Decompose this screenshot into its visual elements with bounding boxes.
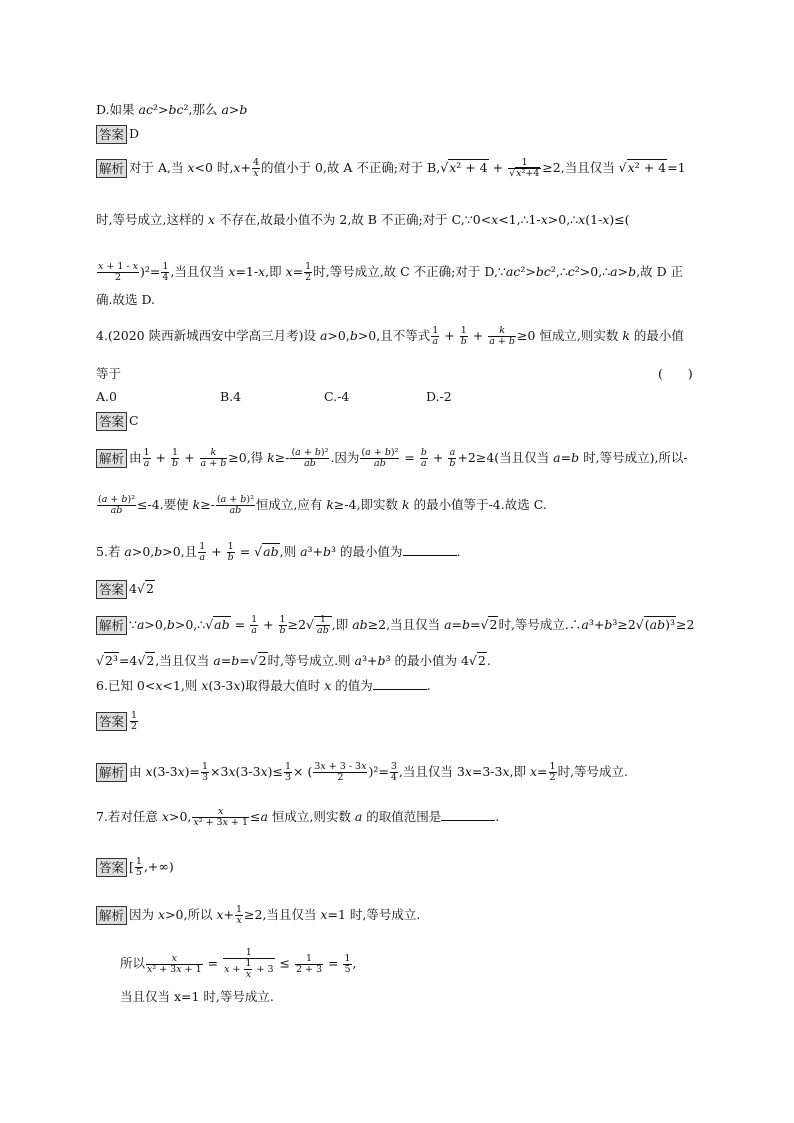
answer-paren: ( ) bbox=[658, 366, 693, 381]
solution-3-line-4: 确.故选 D. bbox=[96, 292, 155, 307]
solution-4-line-2: $\frac{\text{(a + b)²}}{ab}$ ≤-4.要使 k≥- $\frac{\text{(a + b)²}}{ab}$ 恒成立,应有 k≥-4,即实数 k 的最小值等于-4.故选 C. bbox=[98, 494, 547, 516]
answer-4: 答案 C bbox=[96, 411, 139, 431]
answer-tag: 答案 bbox=[96, 712, 127, 731]
option-a: A.0 bbox=[96, 389, 117, 404]
option-b: B.4 bbox=[220, 389, 242, 404]
solution-tag: 解析 bbox=[96, 763, 127, 782]
question-4-line-2: 等于 bbox=[96, 366, 122, 381]
question-7: 7.若对任意 x>0, $\frac{x}{\text{x² + 3x + 1}}$ ≤a 恒成立,则实数 a 的取值范围是 . bbox=[96, 806, 500, 828]
option-c: C.-4 bbox=[324, 389, 350, 404]
solution-5-line-1: 解析 ∵a>0,b>0,∴√ab = $\frac{1}{a}$ + $\frac{1}{b}$ ≥2√ $\frac{1}{ab}$ ,即 ab≥2,当且仅当 a=b=√2时,等号成立.∴a³+b³≥2√(ab)³≥2 bbox=[96, 615, 694, 636]
question-4-line-1: 4.(2020 陕西新城西安中学高三月考)设 a>0,b>0,且不等式 $\frac{1}{a}$ + $\frac{1}{b}$ + $\frac{k}{a + b}$ ≥0 恒成立,则实数 k 的最小值 bbox=[96, 325, 684, 347]
solution-tag: 解析 bbox=[96, 159, 127, 178]
solution-7-line-3: 当且仅当 x=1 时,等号成立. bbox=[120, 989, 274, 1004]
answer-tag: 答案 bbox=[96, 580, 127, 599]
solution-3-line-1: 解析 对于 A,当 x<0 时,x+ $\frac{4}{x}$ 的值小于 0,故 A 不正确;对于 B,√x² + 4 + $\frac{1}{\text{√x²+4}}$ ≥2,当且仅当 √x² + 4=1 bbox=[96, 158, 686, 179]
solution-7-line-1: 解析 因为 x>0,所以 x+ $\frac{1}{x}$ ≥2,当且仅当 x=1 时,等号成立. bbox=[96, 905, 420, 926]
answer-6: 答案 $\frac{1}{2}$ bbox=[96, 711, 139, 732]
solution-3-line-3: $\frac{x + 1 - x}{2}$ )²= $\frac{1}{4}$ ,当且仅当 x=1-x,即 x= $\frac{1}{2}$ 时,等号成立,故 C 不正确;对于 D,∵ac²>bc²,∴c²>0,∴a>b,故 D 正 bbox=[98, 261, 684, 283]
option-d: D.-2 bbox=[426, 389, 452, 404]
solution-tag: 解析 bbox=[96, 449, 127, 468]
answer-blank[interactable] bbox=[441, 808, 495, 821]
solution-7-line-2: 所以 $\frac{x}{\text{x² + 3x + 1}}$ = 1 x + $\frac{1}{x}$ + 3 ≤ $\frac{1}{2 + 3}$ = $\frac{1}{5}$ , bbox=[120, 947, 357, 980]
answer-blank[interactable] bbox=[403, 543, 457, 556]
options-q4 bbox=[96, 387, 452, 407]
solution-tag: 解析 bbox=[96, 616, 127, 635]
answer-5: 答案 4√2 bbox=[96, 579, 155, 599]
answer-3: 答案 D bbox=[96, 124, 139, 144]
question-5: 5.若 a>0,b>0,且 $\frac{1}{a}$ + $\frac{1}{b}$ = √ab,则 a³+b³ 的最小值为 . bbox=[96, 541, 461, 563]
solution-4-line-1: 解析 由 $\frac{1}{a}$ + $\frac{1}{b}$ + $\frac{k}{a + b}$ ≥0,得 k≥- $\frac{\text{(a + b)²}}{ab}$ .因为 $\frac{\text{(a + b)²}}{ab}$ = $\frac{b}{a}$ + $\frac{a}{b}$ +2≥4(当且仅当 a=b 时,等号成立),所以- bbox=[96, 448, 688, 469]
solution-3-line-2: 时,等号成立,这样的 x 不存在,故最小值不为 2,故 B 不正确;对于 C,∵0<x<1,∴1-x>0,∴x(1-x)≤( bbox=[96, 212, 630, 227]
option-d-q3: D.如果 ac²>bc²,那么 a>b bbox=[96, 102, 248, 117]
question-6: 6.已知 0<x<1,则 x(3-3x)取得最大值时 x 的值为 . bbox=[96, 678, 431, 693]
answer-tag: 答案 bbox=[96, 412, 127, 431]
solution-tag: 解析 bbox=[96, 906, 127, 925]
answer-tag: 答案 bbox=[96, 125, 127, 144]
answer-7: 答案 [ $\frac{1}{5}$ ,+∞) bbox=[96, 857, 174, 878]
solution-5-line-2: √2³=4√2,当且仅当 a=b=√2时,等号成立.则 a³+b³ 的最小值为 4√2. bbox=[96, 653, 491, 668]
solution-6: 解析 由 x(3-3x)= $\frac{1}{3}$ ×3x(3-3x)≤ $\frac{1}{3}$ × ( $\frac{3x + 3 - 3x}{2}$ )²= $\frac{3}{4}$ ,当且仅当 3x=3-3x,即 x= $\frac{1}{2}$ 时,等号成立. bbox=[96, 762, 628, 783]
answer-tag: 答案 bbox=[96, 858, 127, 877]
answer-blank[interactable] bbox=[373, 677, 427, 690]
